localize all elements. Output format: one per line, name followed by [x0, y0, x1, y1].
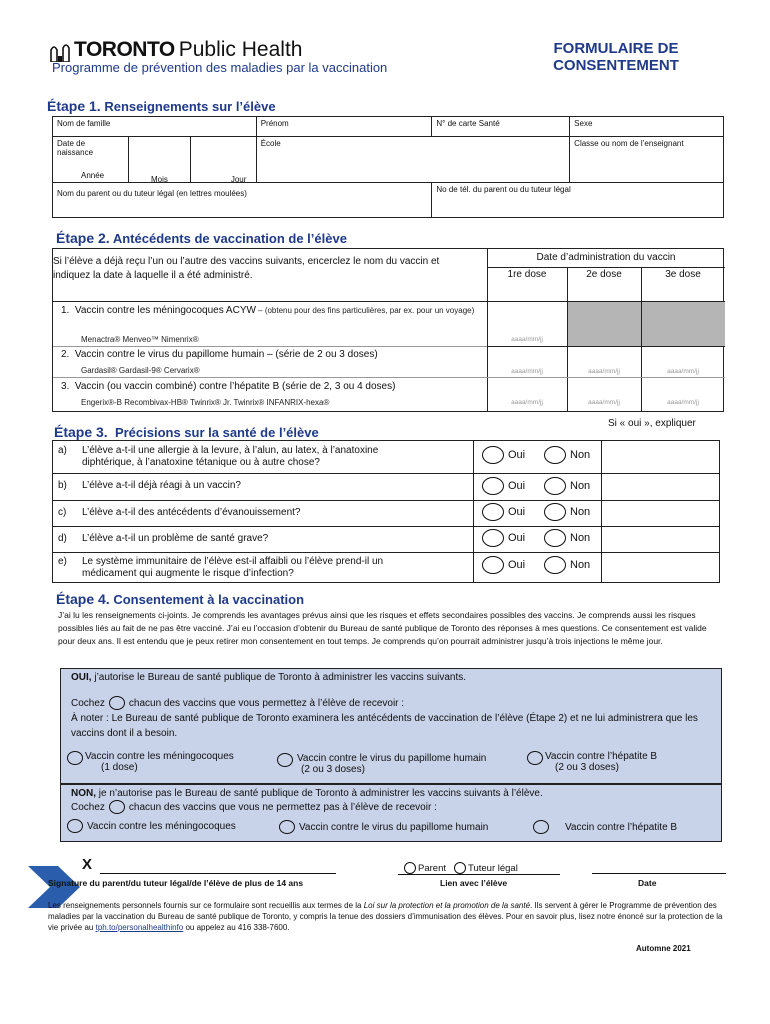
dob-day-field[interactable]: Jour — [190, 137, 256, 183]
relationship-label: Lien avec l’élève — [440, 878, 508, 888]
checkbox-icon[interactable] — [533, 820, 549, 834]
consent-no-statement: NON, je n’autorise pas le Bureau de santé publique de Toronto à administrer les vaccins suivants à l’élève. — [71, 788, 543, 799]
step3-heading: Étape 3. Précisions sur la santé de l’élève — [54, 424, 319, 440]
signature-label: Signature du parent/du tuteur légal/de l’élève de plus de 14 ans — [48, 878, 304, 888]
consent-no-hepb[interactable]: Vaccin contre l’hépatite B — [533, 820, 677, 834]
sex-field[interactable]: Sexe — [570, 117, 724, 137]
guardian-radio-icon[interactable] — [454, 862, 466, 874]
dob-month-field[interactable]: Mois — [128, 137, 190, 183]
dose1-date-1[interactable]: aaaa/mm/jj — [511, 336, 543, 343]
radio-icon — [109, 696, 125, 710]
signature-line[interactable] — [100, 873, 336, 874]
question-a-yes[interactable]: Oui — [482, 446, 525, 464]
question-d-letter: d) — [58, 533, 67, 544]
health-card-field[interactable]: N° de carte Santé — [432, 117, 570, 137]
question-a-letter: a) — [58, 445, 67, 456]
checkbox-icon[interactable] — [527, 751, 543, 765]
question-b-letter: b) — [58, 480, 67, 491]
dose2-disabled-1 — [568, 302, 641, 346]
question-e-letter: e) — [58, 556, 67, 567]
privacy-link[interactable]: tph.to/personalhealthinfo — [95, 923, 184, 932]
question-c-no[interactable]: Non — [544, 503, 590, 521]
first-name-field[interactable]: Prénom — [256, 117, 432, 137]
history-table — [52, 248, 724, 412]
question-d-yes[interactable]: Oui — [482, 529, 525, 547]
date-header: Date d’administration du vaccin — [536, 252, 676, 263]
consent-note: À noter : Le Bureau de santé publique de Toronto examinera les antécédents de vaccination de l’élève (Étape 2) et ne lui administrera que les vaccins dont il a besoin. — [71, 713, 698, 739]
dose2-date-2[interactable]: aaaa/mm/jj — [588, 368, 620, 375]
dose3-date-3[interactable]: aaaa/mm/jj — [667, 399, 699, 406]
school-field[interactable]: École — [256, 137, 569, 183]
form-title: FORMULAIRE DE CONSENTEMENT — [553, 40, 679, 74]
question-c-letter: c) — [58, 507, 67, 518]
radio-icon[interactable] — [544, 477, 566, 495]
toronto-public-health-logo — [50, 38, 302, 62]
checkbox-icon[interactable] — [279, 820, 295, 834]
question-b-no[interactable]: Non — [544, 477, 590, 495]
question-b-yes[interactable]: Oui — [482, 477, 525, 495]
radio-icon[interactable] — [482, 446, 504, 464]
dob-year-field[interactable]: Date de naissance Année — [53, 137, 129, 183]
radio-icon[interactable] — [482, 477, 504, 495]
consent-no-box — [60, 784, 722, 842]
privacy-notice: Les renseignements personnels fournis sur ce formulaire sont recueillis aux termes de la Loi sur la protection et la promotion de la santé. Ils servent à gérer le Programme de prévention des maladies par la vaccination du Bureau de santé publique de Toronto, y compris la tenue des dossiers d’immunisation des élèves. Pour en savoir plus, lisez notre énoncé sur la protection de la vie privée au tph.to/personalhealthinfo ou appelez au 416 338-7600. — [48, 901, 723, 932]
season-label: Automne 2021 — [636, 944, 691, 953]
step1-heading: Étape 1. Renseignements sur l’élève — [47, 98, 276, 114]
last-name-field[interactable]: Nom de famille — [53, 117, 257, 137]
question-d-text: L’élève a-t-il un problème de santé grave? — [82, 533, 269, 544]
dose3-disabled-1 — [642, 302, 725, 346]
dose1-header: 1re dose — [507, 269, 547, 280]
consent-no-men[interactable]: Vaccin contre les méningocoques — [67, 819, 236, 833]
parent-radio-icon[interactable] — [404, 862, 416, 874]
program-name: Programme de prévention des maladies par la vaccination — [52, 60, 388, 75]
question-e-yes[interactable]: Oui — [482, 556, 525, 574]
student-info-table — [52, 116, 724, 218]
vaccine-row-1: 1. Vaccin contre les méningocoques ACYW – (obtenu pour des fins particulières, par ex. pour un voyage) — [61, 305, 475, 316]
logo-brand: TORONTO — [74, 38, 175, 61]
relationship-field: Parent Tuteur légal — [398, 862, 560, 875]
question-e-text: Le système immunitaire de l’élève est-il affaibli ou l’élève prend-il un médicament qui augmente le risque d’infection? — [82, 556, 384, 579]
vaccine-brands-1: Menactra® Menveo™ Nimenrix® — [81, 335, 199, 344]
radio-icon — [109, 800, 125, 814]
consent-yes-instruction: Cochez chacun des vaccins que vous permettez à l’élève de recevoir : — [71, 697, 405, 709]
consent-yes-hpv[interactable]: Vaccin contre le virus du papillome humain (2 ou 3 doses) — [277, 753, 486, 775]
question-b-text: L’élève a-t-il déjà réagi à un vaccin? — [82, 480, 241, 491]
vaccine-row-2: 2. Vaccin contre le virus du papillome humain – (série de 2 ou 3 doses) — [61, 349, 378, 360]
explain-label: Si « oui », expliquer — [608, 418, 696, 429]
dose1-date-2[interactable]: aaaa/mm/jj — [511, 368, 543, 375]
dose2-date-3[interactable]: aaaa/mm/jj — [588, 399, 620, 406]
consent-yes-statement: OUI, j’autorise le Bureau de santé publique de Toronto à administrer les vaccins suivants. — [71, 672, 467, 683]
dose3-header: 3e dose — [665, 269, 701, 280]
question-c-text: L’élève a-t-il des antécédents d’évanouissement? — [82, 507, 301, 518]
question-a-no[interactable]: Non — [544, 446, 590, 464]
step2-heading: Étape 2. Antécédents de vaccination de l’élève — [56, 230, 347, 246]
radio-icon[interactable] — [544, 446, 566, 464]
checkbox-icon[interactable] — [67, 751, 83, 765]
question-e-no[interactable]: Non — [544, 556, 590, 574]
question-a-text: L’élève a-t-il une allergie à la levure, à l’alun, au latex, à l’anatoxine diphtérique, à l’anatoxine tétanique ou à autre chose? — [82, 445, 379, 468]
consent-no-instruction: Cochez chacun des vaccins que vous ne permettez pas à l’élève de recevoir : — [71, 801, 437, 813]
logo-service: Public Health — [178, 38, 303, 61]
checkbox-icon[interactable] — [67, 819, 83, 833]
vaccine-brands-2: Gardasil® Gardasil-9® Cervarix® — [81, 366, 200, 375]
dose3-date-2[interactable]: aaaa/mm/jj — [667, 368, 699, 375]
vaccine-row-3: 3. Vaccin (ou vaccin combiné) contre l’hépatite B (série de 2, 3 ou 4 doses) — [61, 381, 396, 392]
date-label: Date — [638, 878, 657, 888]
radio-icon[interactable] — [544, 503, 566, 521]
consent-paragraph: J’ai lu les renseignements ci-joints. Je comprends les avantages prévus ainsi que les risques et effets secondaires possibles des vaccins. Je comprends aussi les risques possibles liés au fait de ne pas être vacciné. J’ai eu l’occasion d’obtenir du Bureau de santé publique de Toronto des réponses à mes questions. Ce consentement est valide pour deux ans. Il est entendu que je peux retirer mon consentement en tout temps. Je comprends qu’on pourrait administrer jusqu’à trois injections le même jour. — [58, 610, 707, 646]
vaccine-brands-3: Engerix®-B Recombivax-HB® Twinrix® Jr. Twinrix® INFANRIX-hexa® — [81, 398, 330, 407]
dose2-header: 2e dose — [586, 269, 622, 280]
question-d-no[interactable]: Non — [544, 529, 590, 547]
radio-icon[interactable] — [482, 503, 504, 521]
radio-icon[interactable] — [544, 556, 566, 574]
parent-phone-field[interactable]: No de tél. du parent ou du tuteur légal — [432, 183, 724, 218]
consent-yes-men[interactable]: Vaccin contre les méningocoques (1 dose) — [67, 751, 234, 773]
consent-yes-box — [60, 668, 722, 784]
parent-name-field[interactable]: Nom du parent ou du tuteur légal (en lettres moulées) — [53, 183, 432, 218]
radio-icon[interactable] — [544, 529, 566, 547]
date-line[interactable] — [592, 873, 726, 874]
signature-x: X — [82, 856, 93, 873]
radio-icon[interactable] — [482, 556, 504, 574]
consent-yes-hepb[interactable]: Vaccin contre l’hépatite B (2 ou 3 doses) — [527, 751, 657, 773]
checkbox-icon[interactable] — [277, 753, 293, 767]
radio-icon[interactable] — [482, 529, 504, 547]
step4-heading: Étape 4. Consentement à la vaccination — [56, 591, 305, 607]
dose1-date-3[interactable]: aaaa/mm/jj — [511, 399, 543, 406]
history-intro: Si l’élève a déjà reçu l’un ou l’autre des vaccins suivants, encerclez le nom du vaccin et indiquez la date à laquelle il a été administré. — [53, 256, 440, 281]
question-c-yes[interactable]: Oui — [482, 503, 525, 521]
consent-no-hpv[interactable]: Vaccin contre le virus du papillome humain — [279, 820, 488, 834]
class-field[interactable]: Classe ou nom de l’enseignant — [570, 137, 724, 183]
